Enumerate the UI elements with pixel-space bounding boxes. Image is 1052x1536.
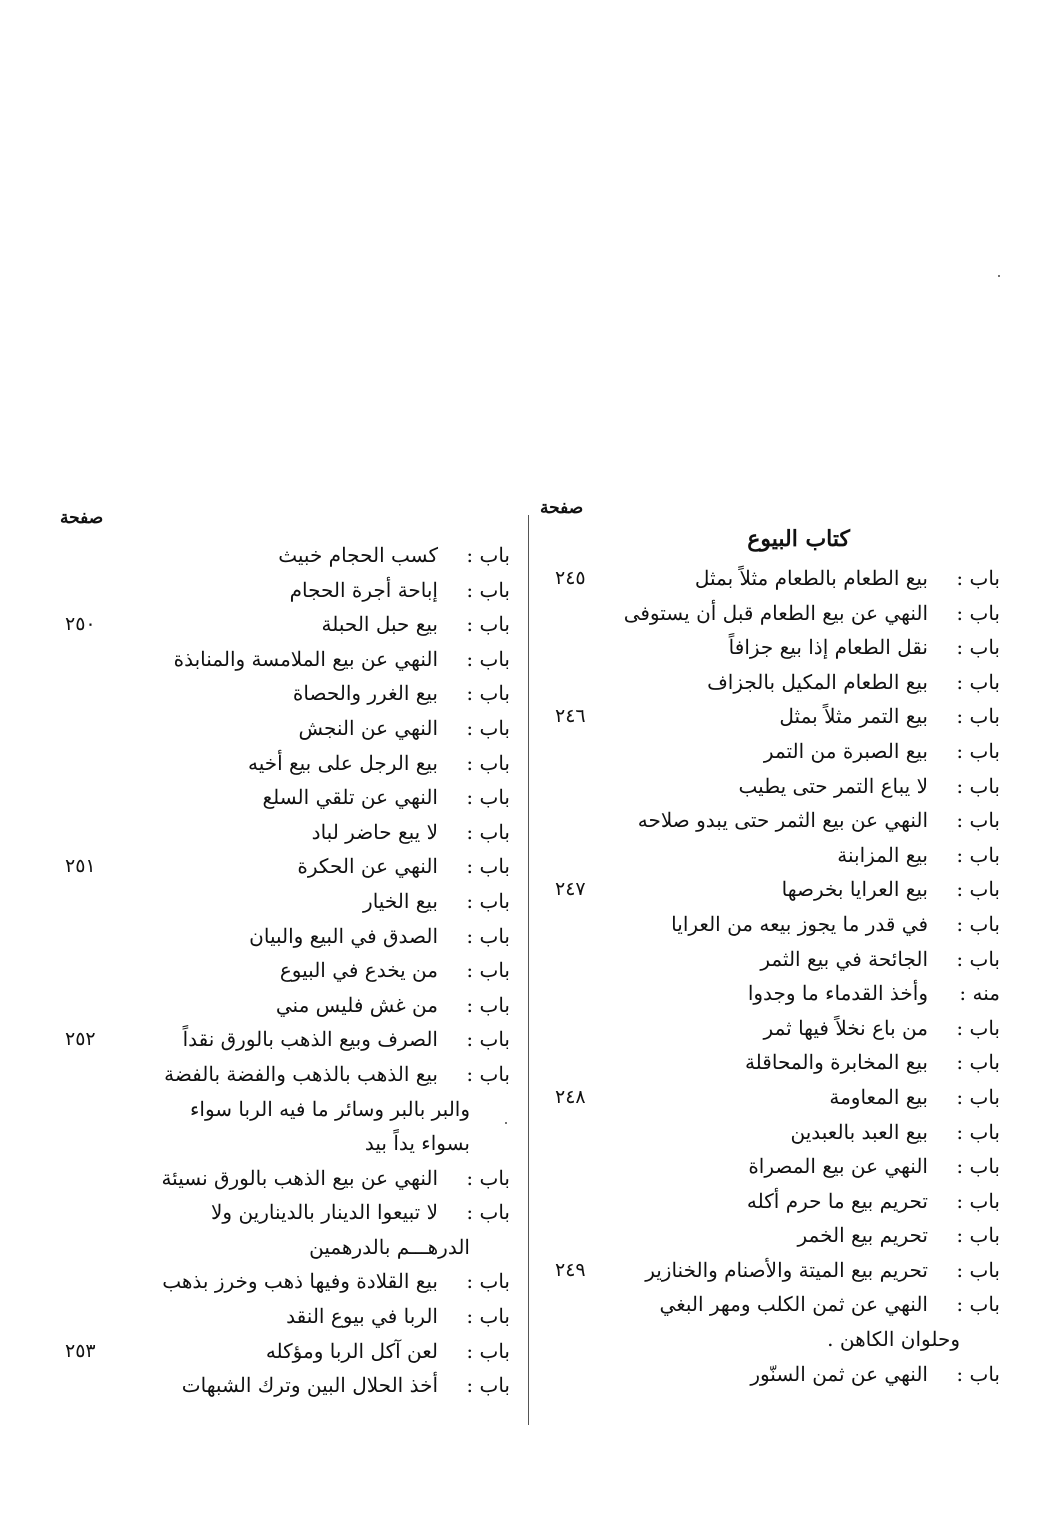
entry-prefix: باب : xyxy=(956,946,1000,971)
entry-title: الدرهـــم بالدرهمين xyxy=(309,1234,470,1259)
right-entries-list xyxy=(555,561,1000,1391)
entry-title: أخذ الحلال البين وترك الشبهات xyxy=(181,1373,438,1398)
index-entry xyxy=(555,872,1000,907)
index-entry xyxy=(65,1126,510,1161)
entry-prefix: باب : xyxy=(466,1061,510,1086)
entry-prefix: باب : xyxy=(956,566,1000,590)
index-entry xyxy=(555,561,1000,596)
entry-prefix: باب : xyxy=(956,1050,1000,1075)
entry-prefix: باب : xyxy=(466,785,510,810)
entry-title: النهي عن بيع الطعام قبل أن يستوفى xyxy=(623,600,928,625)
entry-title: تحريم بيع الميتة والأصنام والخنازير xyxy=(645,1257,928,1282)
entry-title: الربا في بيوع النقد xyxy=(286,1304,438,1329)
entry-title: بيع العبد بالعبدين xyxy=(790,1119,928,1144)
index-entry xyxy=(65,642,510,677)
entry-prefix: باب : xyxy=(956,842,1000,867)
index-entry xyxy=(555,734,1000,769)
entry-prefix: باب : xyxy=(956,738,1000,763)
entry-title: في قدر ما يجوز بيعه من العرايا xyxy=(671,911,928,936)
index-entry xyxy=(555,1184,1000,1219)
entry-title: من يخدع في البيوع xyxy=(279,958,438,983)
entry-title: النهي عن ثمن السنّور xyxy=(750,1361,928,1386)
index-entry xyxy=(65,676,510,711)
index-entry xyxy=(65,1057,510,1092)
entry-title: بيع الطعام بالطعام مثلاً بمثل xyxy=(694,566,928,590)
page-column-header: صفحة xyxy=(540,498,584,518)
entry-page-number: ٢٤٥ xyxy=(555,567,586,589)
entry-title: الجائحة في بيع الثمر xyxy=(760,946,928,971)
index-entry xyxy=(65,1092,510,1127)
entry-title: النهي عن بيع المصراة xyxy=(748,1154,928,1179)
entry-prefix: باب : xyxy=(956,600,1000,625)
index-entry xyxy=(65,1230,510,1265)
entry-prefix: باب : xyxy=(956,1119,1000,1144)
index-entry xyxy=(65,1334,510,1369)
entry-title: بيع المخابرة والمحاقلة xyxy=(744,1050,928,1075)
entry-prefix: باب : xyxy=(466,715,510,740)
entry-title: الصدق في البيع والبيان xyxy=(249,923,438,948)
entry-prefix: منه : xyxy=(959,981,1000,1006)
entry-prefix: باب : xyxy=(466,1338,510,1363)
entry-title: بيع القلادة وفيها ذهب وخرز بذهب xyxy=(162,1269,438,1294)
entry-title: بيع الغرر والحصاة xyxy=(292,681,438,706)
entry-title: بيع الذهب بالذهب والفضة بالفضة xyxy=(164,1061,438,1086)
entry-title: النهي عن الحكرة xyxy=(297,854,438,879)
entry-page-number: ٢٤٦ xyxy=(555,705,586,728)
entry-prefix: باب : xyxy=(466,1165,510,1190)
book-title: كتاب البيوع xyxy=(747,526,850,552)
entry-title: لا تبيعوا الدينار بالدينارين ولا xyxy=(211,1200,438,1225)
entry-prefix: باب : xyxy=(466,1027,510,1052)
entry-prefix: باب : xyxy=(466,923,510,948)
entry-prefix: باب : xyxy=(466,1304,510,1329)
entry-title: وحلوان الكاهن . xyxy=(827,1327,960,1352)
entry-title: بيع التمر مثلاً بمثل xyxy=(779,704,928,729)
entry-title: كسب الحجام خبيث xyxy=(278,543,438,567)
index-entry xyxy=(555,803,1000,838)
entry-prefix: باب : xyxy=(956,1084,1000,1109)
entry-page-number: ٢٥١ xyxy=(65,855,96,878)
index-entry xyxy=(65,538,510,573)
entry-prefix: باب : xyxy=(956,669,1000,694)
index-entry xyxy=(65,919,510,954)
entry-prefix: باب : xyxy=(466,1373,510,1398)
entry-page-number: ٢٤٩ xyxy=(555,1258,586,1281)
entry-prefix: باب : xyxy=(956,911,1000,936)
index-entry xyxy=(65,746,510,781)
entry-title: من غش فليس مني xyxy=(275,992,438,1017)
entry-prefix: باب : xyxy=(956,635,1000,660)
index-entry xyxy=(65,815,510,850)
scan-speck xyxy=(505,1122,507,1124)
entry-prefix: باب : xyxy=(466,1200,510,1225)
index-entry xyxy=(555,907,1000,942)
entry-prefix: باب : xyxy=(466,1269,510,1294)
entry-prefix: باب : xyxy=(466,646,510,671)
entry-prefix: باب : xyxy=(466,819,510,844)
entry-page-number: ٢٥٣ xyxy=(65,1339,96,1362)
column-divider xyxy=(528,515,529,1425)
index-entry xyxy=(65,1264,510,1299)
entry-prefix: باب : xyxy=(956,704,1000,729)
index-entry xyxy=(555,1287,1000,1322)
entry-prefix: باب : xyxy=(956,1292,1000,1317)
entry-title: تحريم بيع ما حرم أكله xyxy=(746,1188,928,1213)
entry-prefix: باب : xyxy=(956,1188,1000,1213)
entry-title: بسواء يداً بيد xyxy=(364,1131,470,1156)
entry-title: لا يبع حاضر لباد xyxy=(311,819,438,844)
entry-title: النهي عن بيع الملامسة والمنابذة xyxy=(173,646,438,671)
index-entry xyxy=(65,1161,510,1196)
index-entry xyxy=(555,665,1000,700)
index-entry xyxy=(555,1045,1000,1080)
entry-prefix: باب : xyxy=(956,1015,1000,1040)
entry-title: بيع المزابنة xyxy=(837,842,928,867)
index-entry xyxy=(555,1218,1000,1253)
entry-prefix: باب : xyxy=(956,1154,1000,1179)
entry-title: بيع العرايا بخرصها xyxy=(781,877,928,902)
page-column-header: صفحة xyxy=(60,508,104,528)
index-entry xyxy=(65,988,510,1023)
index-entry xyxy=(65,780,510,815)
entry-prefix: باب : xyxy=(466,854,510,879)
index-entry xyxy=(65,884,510,919)
entry-title: تحريم بيع الخمر xyxy=(797,1223,928,1248)
entry-prefix: باب : xyxy=(466,543,510,567)
entry-prefix: باب : xyxy=(956,877,1000,902)
index-entry xyxy=(555,769,1000,804)
index-entry xyxy=(65,711,510,746)
index-entry xyxy=(555,1011,1000,1046)
entry-title: من باع نخلاً فيها ثمر xyxy=(763,1015,928,1040)
entry-prefix: باب : xyxy=(466,888,510,913)
entry-title: بيع الصبرة من التمر xyxy=(763,738,928,763)
entry-prefix: باب : xyxy=(956,1361,1000,1386)
entry-title: والبر بالبر وسائر ما فيه الربا سواء xyxy=(190,1096,470,1121)
entry-prefix: باب : xyxy=(466,992,510,1017)
entry-page-number: ٢٥٠ xyxy=(65,613,96,636)
index-entry xyxy=(555,838,1000,873)
entry-prefix: باب : xyxy=(466,612,510,637)
entry-prefix: باب : xyxy=(466,750,510,775)
entry-title: لعن آكل الربا ومؤكله xyxy=(265,1338,438,1363)
entry-title: بيع حبل الحبلة xyxy=(321,612,438,637)
entry-title: النهي عن النجش xyxy=(298,715,438,740)
index-entry xyxy=(65,953,510,988)
entry-title: النهي عن تلقي السلع xyxy=(262,785,438,810)
entry-page-number: ٢٤٨ xyxy=(555,1085,586,1108)
index-entry xyxy=(65,607,510,642)
index-entry xyxy=(555,976,1000,1011)
entry-title: النهي عن بيع الثمر حتى يبدو صلاحه xyxy=(637,808,928,833)
index-entry xyxy=(555,630,1000,665)
entry-title: بيع المعاومة xyxy=(829,1084,928,1109)
entry-title: بيع الطعام المكيل بالجزاف xyxy=(707,669,928,694)
entry-title: وأخذ القدماء ما وجدوا xyxy=(747,981,928,1006)
entry-title: إباحة أجرة الحجام xyxy=(289,577,438,602)
entry-page-number: ٢٤٧ xyxy=(555,878,586,901)
entry-prefix: باب : xyxy=(466,577,510,602)
entry-title: لا يباع التمر حتى يطيب xyxy=(738,773,928,798)
index-entry xyxy=(555,1253,1000,1288)
entry-prefix: باب : xyxy=(466,958,510,983)
entry-title: بيع الرجل على بيع أخيه xyxy=(247,750,438,775)
entry-title: بيع الخيار xyxy=(363,888,438,913)
index-entry xyxy=(65,1368,510,1403)
entry-prefix: باب : xyxy=(956,808,1000,833)
entry-prefix: باب : xyxy=(956,1257,1000,1282)
index-entry xyxy=(65,1195,510,1230)
index-entry xyxy=(555,1080,1000,1115)
index-entry xyxy=(555,1357,1000,1392)
entry-prefix: باب : xyxy=(956,773,1000,798)
index-entry xyxy=(65,849,510,884)
index-entry xyxy=(65,1299,510,1334)
entry-title: نقل الطعام إذا بيع جزافاً xyxy=(728,635,928,660)
index-entry xyxy=(555,699,1000,734)
entry-prefix: باب : xyxy=(956,1223,1000,1248)
entry-title: النهي عن بيع الذهب بالورق نسيئة xyxy=(161,1165,438,1190)
index-entry xyxy=(555,1115,1000,1150)
index-entry xyxy=(555,596,1000,631)
index-entry xyxy=(555,1149,1000,1184)
index-entry xyxy=(555,942,1000,977)
entry-title: النهي عن ثمن الكلب ومهر البغي xyxy=(659,1292,928,1317)
index-entry xyxy=(65,573,510,608)
index-entry xyxy=(65,1022,510,1057)
left-entries-list xyxy=(65,538,510,1403)
entry-prefix: باب : xyxy=(466,681,510,706)
entry-page-number: ٢٥٢ xyxy=(65,1028,96,1051)
entry-title: الصرف وبيع الذهب بالورق نقداً xyxy=(182,1027,438,1052)
index-entry xyxy=(555,1322,1000,1357)
scan-speck xyxy=(998,275,1000,277)
